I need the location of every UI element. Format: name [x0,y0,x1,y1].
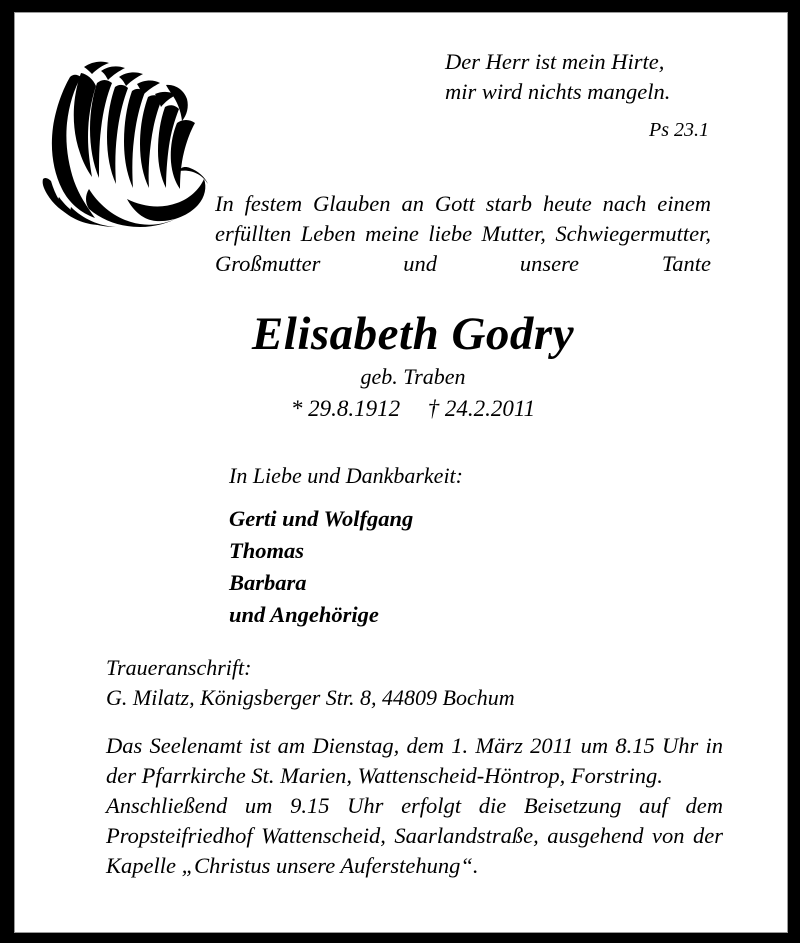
survivors-list [229,503,629,631]
announcement-intro: In festem Glauben an Gott starb heute nach einem erfüllten Leben meine liebe Mutter, Schwiegermutter, Großmutter und unsere Tante [215,191,711,276]
birth-date: 29.8.1912 [308,396,401,421]
mourning-address-block [106,653,716,713]
maiden-name: geb. Traben [360,364,466,389]
survivor-name: Barbara [229,570,307,595]
verse-reference: Ps 23.1 [649,119,709,141]
life-dates [113,394,713,424]
burial-details: Anschließend um 9.15 Uhr erfolgt die Beisetzung auf dem Propsteifriedhof Wattenscheid, Saarlandstraße, ausgehend von der Kapelle „Christus unsere Auferstehung“. [106,793,723,878]
survivor-name: Gerti und Wolfgang [229,506,414,531]
bible-verse [445,47,709,145]
death-date: 24.2.2011 [444,396,536,421]
mourning-address-value: G. Milatz, Königsberger Str. 8, 44809 Bochum [106,685,515,710]
survivors-lead: In Liebe und Dankbarkeit: [229,463,463,488]
obituary-card [14,12,788,933]
deceased-name: Elisabeth Godry [251,308,575,360]
deceased-block [113,307,713,424]
service-details-block [106,731,723,881]
mourning-address-label: Traueranschrift: [106,655,252,680]
verse-line-2: mir wird nichts mangeln. [445,79,671,104]
death-symbol: † [427,396,440,421]
requiem-mass-details: Das Seelenamt ist am Dienstag, dem 1. März 2011 um 8.15 Uhr in der Pfarrkirche St. Marien, Wattenscheid-Höntrop, Forstring. [106,733,723,788]
survivor-name: und Angehörige [229,602,379,627]
birth-symbol: * [290,396,303,421]
survivor-name: Thomas [229,538,305,563]
verse-line-1: Der Herr ist mein Hirte, [445,49,665,74]
praying-hands-icon [29,31,211,227]
survivors-block [229,461,629,631]
